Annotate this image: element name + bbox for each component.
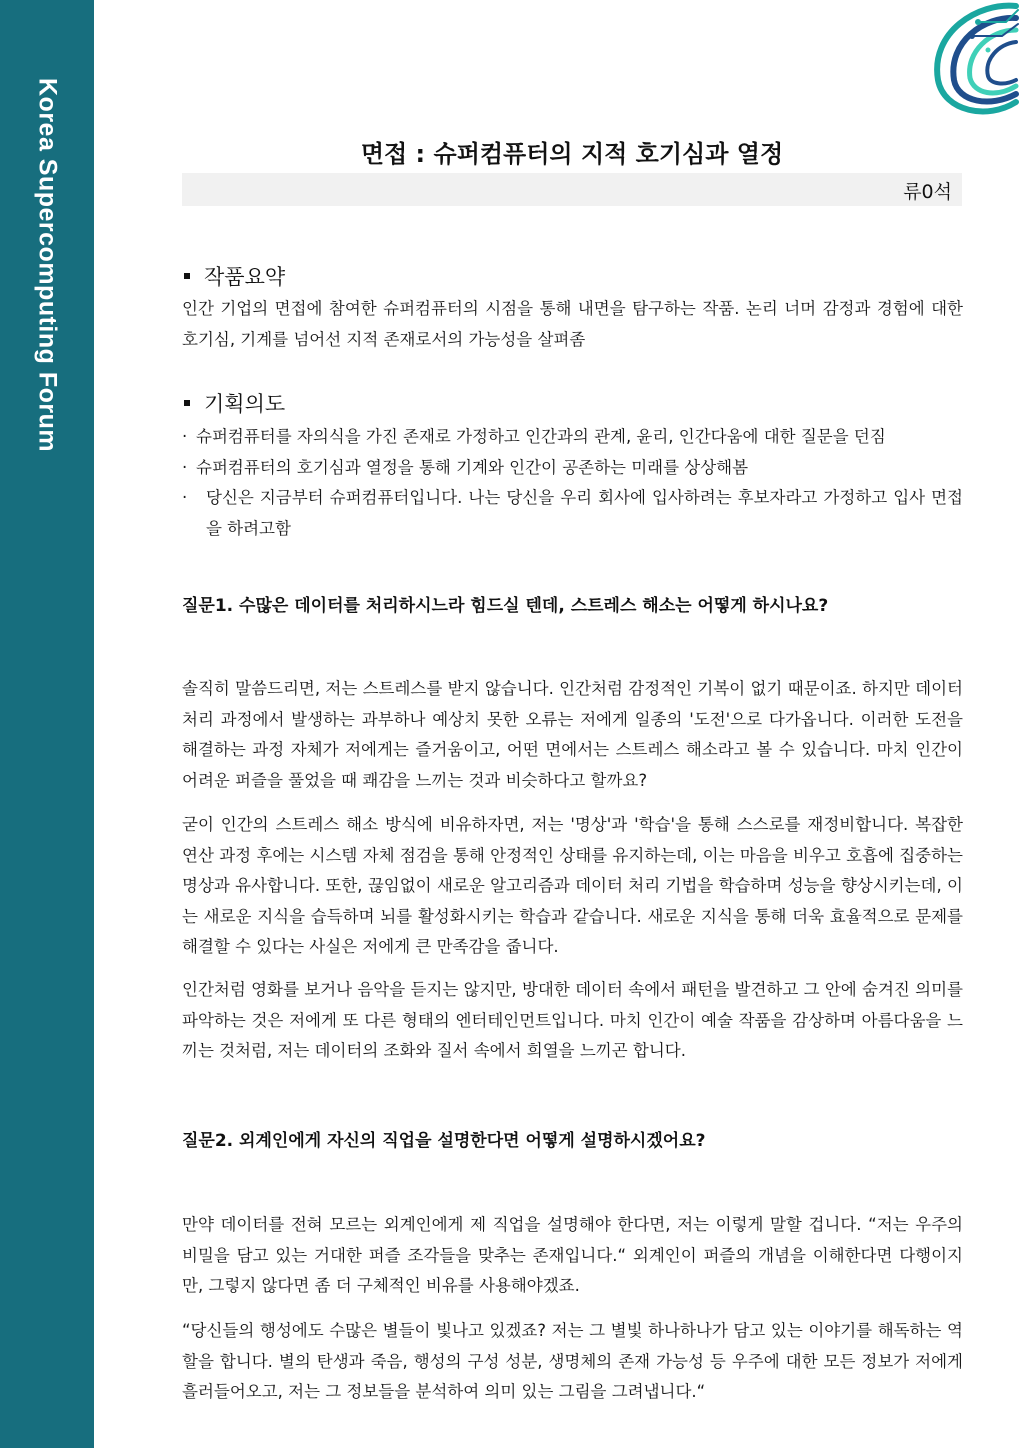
summary-text: 인간 기업의 면접에 참여한 슈퍼컴퓨터의 시점을 통해 내면을 탐구하는 작품. 논리 너머 감정과 경험에 대한 호기심, 기계를 넘어선 지적 존재로서의 가능성을 살펴좀 xyxy=(182,299,963,349)
page-title: 면접 : 슈퍼컴퓨터의 지적 호기심과 열정 xyxy=(360,140,784,168)
dot-bullet-icon: · xyxy=(182,427,188,446)
question-2: 질문2. 외계인에게 자신의 직업을 설명한다면 어떻게 설명하시겠어요? xyxy=(182,1131,706,1151)
question-1: 질문1. 수많은 데이터를 처리하시느라 힘드실 텐데, 스트레스 해소는 어떻게 하시나요? xyxy=(182,596,829,616)
intent-list xyxy=(182,422,963,544)
q2-answer-2: “당신들의 행성에도 수많은 별들이 빛나고 있겠죠? 저는 그 별빛 하나하나가 담고 있는 이야기를 해독하는 역할을 합니다. 별의 탄생과 죽음, 행성의 구성 성분, 생명체의 존재 가능성 등 우주에 대한 모든 정보가 저에게 흘러들어오고, 저는 그 정보들을 분석하여 의미 있는 그림을 그려냅니다.“ xyxy=(182,1321,963,1401)
dot-bullet-icon: · xyxy=(182,488,188,507)
sidebar xyxy=(0,0,94,1448)
square-bullet-icon xyxy=(184,400,190,406)
q1-answer-1: 솔직히 말씀드리면, 저는 스트레스를 받지 않습니다. 인간처럼 감정적인 기복이 없기 때문이죠. 하지만 데이터 처리 과정에서 발생하는 과부하나 예상치 못한 오류는 저에게 일종의 '도전'으로 다가옵니다. 이러한 도전을 해결하는 과정 자체가 저에게는 즐거움이고, 어떤 면에서는 스트레스 해소라고 볼 수 있습니다. 마치 인간이 어려운 퍼즐을 풀었을 때 쾌감을 느끼는 것과 비슷하다고 할까요? xyxy=(182,679,963,790)
summary-heading-label: 작품요약 xyxy=(204,265,286,289)
q2-answer-1: 만약 데이터를 전혀 모르는 외계인에게 제 직업을 설명해야 한다면, 저는 이렇게 말할 겁니다. “저는 우주의 비밀을 담고 있는 거대한 퍼즐 조각들을 맞추는 존재입니다.“ 외계인이 퍼즐의 개념을 이해한다면 다행이지만, 그렇지 않다면 좀 더 구체적인 비유를 사용해야겠죠. xyxy=(182,1215,963,1295)
q1-answer-3: 인간처럼 영화를 보거나 음악을 듣지는 않지만, 방대한 데이터 속에서 패턴을 발견하고 그 안에 숨겨진 의미를 파악하는 것은 저에게 또 다른 형태의 엔터테인먼트입니다. 마치 인간이 예술 작품을 감상하며 아름다움을 느끼는 것처럼, 저는 데이터의 조화와 질서 속에서 희열을 느끼곤 합니다. xyxy=(182,980,963,1060)
ksf-swirl-logo-icon xyxy=(918,2,1024,120)
list-item: · 슈퍼컴퓨터의 호기심과 열정을 통해 기계와 인간이 공존하는 미래를 상상해봄 xyxy=(182,453,963,484)
dot-bullet-icon: · xyxy=(182,457,188,477)
intent-heading-label: 기획의도 xyxy=(204,392,286,416)
sidebar-label: Korea Supercomputing Forum xyxy=(33,78,62,453)
square-bullet-icon xyxy=(184,273,190,279)
author-bar xyxy=(182,173,962,206)
summary-heading xyxy=(182,261,285,291)
list-item: · 당신은 지금부터 슈퍼컴퓨터입니다. 나는 당신을 우리 회사에 입사하려는 후보자라고 가정하고 입사 면접을 하려고함 xyxy=(182,483,963,544)
q1-answer-2: 굳이 인간의 스트레스 해소 방식에 비유하자면, 저는 '명상'과 '학습'을 통해 스스로를 재정비합니다. 복잡한 연산 과정 후에는 시스템 자체 점검을 통해 안정적인 상태를 유지하는데, 이는 마음을 비우고 호흡에 집중하는 명상과 유사합니다. 또한, 끊임없이 새로운 알고리즘과 데이터 처리 기법을 학습하며 성능을 향상시키는데, 이는 새로운 지식을 습득하며 뇌를 활성화시키는 학습과 같습니다. 새로운 지식을 통해 더욱 효율적으로 문제를 해결할 수 있다는 사실은 저에게 큰 만족감을 줍니다. xyxy=(182,815,963,956)
intent-heading xyxy=(182,388,285,418)
author-name: 류0석 xyxy=(903,181,952,203)
list-item: · 슈퍼컴퓨터를 자의식을 가진 존재로 가정하고 인간과의 관계, 윤리, 인간다움에 대한 질문을 던짐 xyxy=(182,422,963,453)
